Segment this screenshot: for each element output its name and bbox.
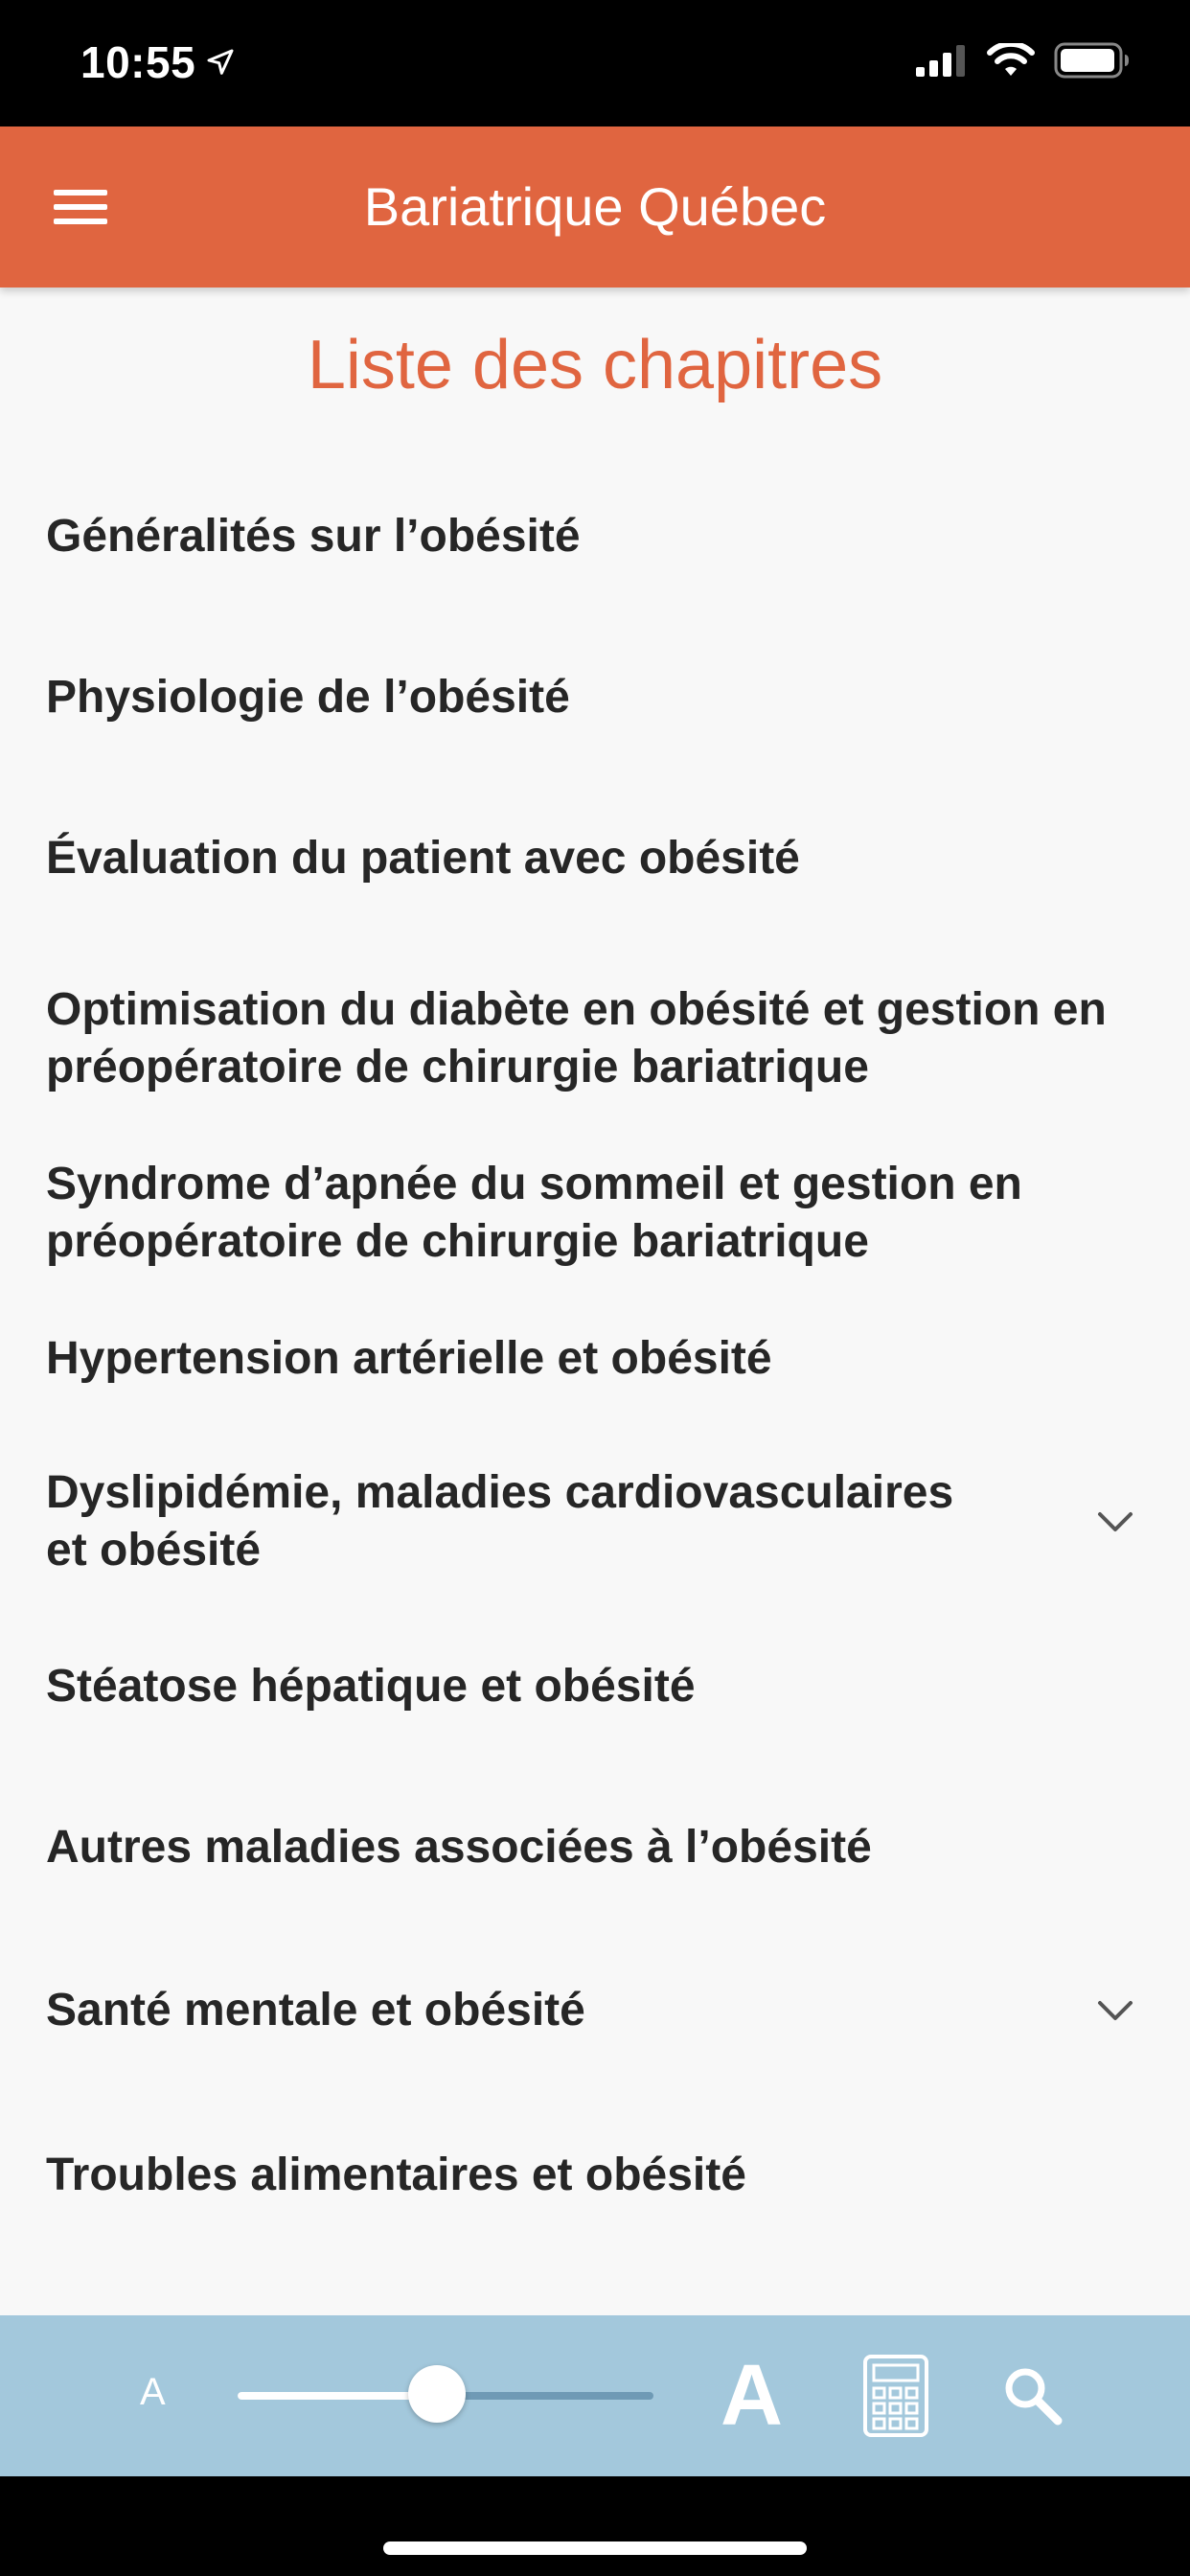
- chapter-item-expandable[interactable]: [0, 1445, 1190, 1598]
- decrease-font-label[interactable]: A: [140, 2371, 166, 2413]
- menu-icon: [54, 188, 107, 226]
- status-time-text: 10:55: [80, 37, 196, 87]
- chapter-item[interactable]: [0, 953, 1190, 1125]
- chapter-item[interactable]: [0, 1800, 1190, 1896]
- app-header: [0, 126, 1190, 288]
- home-indicator-area: [0, 2476, 1190, 2576]
- font-size-slider[interactable]: [238, 2377, 653, 2413]
- battery-icon: [1054, 42, 1131, 79]
- chapter-item[interactable]: [0, 1311, 1190, 1407]
- chapter-item[interactable]: [0, 811, 1190, 907]
- chapter-item[interactable]: [0, 2128, 1190, 2223]
- status-icons: [914, 42, 1131, 79]
- chapter-item[interactable]: [0, 1639, 1190, 1735]
- chapter-label: Optimisation du diabète en obésité et gestion en préopératoire de chirurgie bariatrique: [46, 984, 1107, 1092]
- chapter-label: Autres maladies associées à l’obésité: [46, 1822, 872, 1873]
- calculator-icon: [862, 2354, 929, 2438]
- chapter-label: Évaluation du patient avec obésité: [46, 833, 800, 884]
- wifi-icon: [987, 43, 1035, 78]
- chapter-label: Dyslipidémie, maladies cardiovasculaires et obésité: [46, 1467, 954, 1576]
- home-indicator[interactable]: [383, 2542, 807, 2555]
- chapter-label: Généralités sur l’obésité: [46, 511, 581, 562]
- chevron-down-icon[interactable]: [1094, 1501, 1136, 1543]
- slider-fill: [238, 2392, 437, 2400]
- chapter-item[interactable]: [0, 1154, 1190, 1273]
- chapter-label: Santé mentale et obésité: [46, 1985, 585, 2036]
- search-button[interactable]: [1002, 2365, 1064, 2426]
- chapter-label: Troubles alimentaires et obésité: [46, 2150, 746, 2200]
- chapter-item[interactable]: [0, 489, 1190, 585]
- increase-font-label[interactable]: A: [721, 2348, 783, 2444]
- slider-thumb[interactable]: [408, 2365, 466, 2423]
- chevron-down-icon[interactable]: [1094, 1990, 1136, 2032]
- menu-button[interactable]: [38, 165, 123, 249]
- chapter-item-expandable[interactable]: [0, 1963, 1190, 2058]
- chapter-label: Physiologie de l’obésité: [46, 672, 570, 723]
- chapter-label: Stéatose hépatique et obésité: [46, 1661, 696, 1712]
- status-time: [80, 36, 236, 88]
- bottom-toolbar: [0, 2315, 1190, 2476]
- chapter-item[interactable]: [0, 650, 1190, 746]
- chapter-label: Syndrome d’apnée du sommeil et gestion en préopératoire de chirurgie bariatrique: [46, 1159, 1022, 1267]
- status-bar: [0, 0, 1190, 126]
- signal-icon: [914, 44, 968, 77]
- location-arrow-icon: [205, 47, 236, 78]
- search-icon: [1002, 2365, 1064, 2426]
- page-title: Liste des chapitres: [307, 327, 883, 403]
- app-title: Bariatrique Québec: [363, 176, 827, 237]
- chapter-label: Hypertension artérielle et obésité: [46, 1333, 772, 1384]
- calculator-button[interactable]: [862, 2354, 929, 2438]
